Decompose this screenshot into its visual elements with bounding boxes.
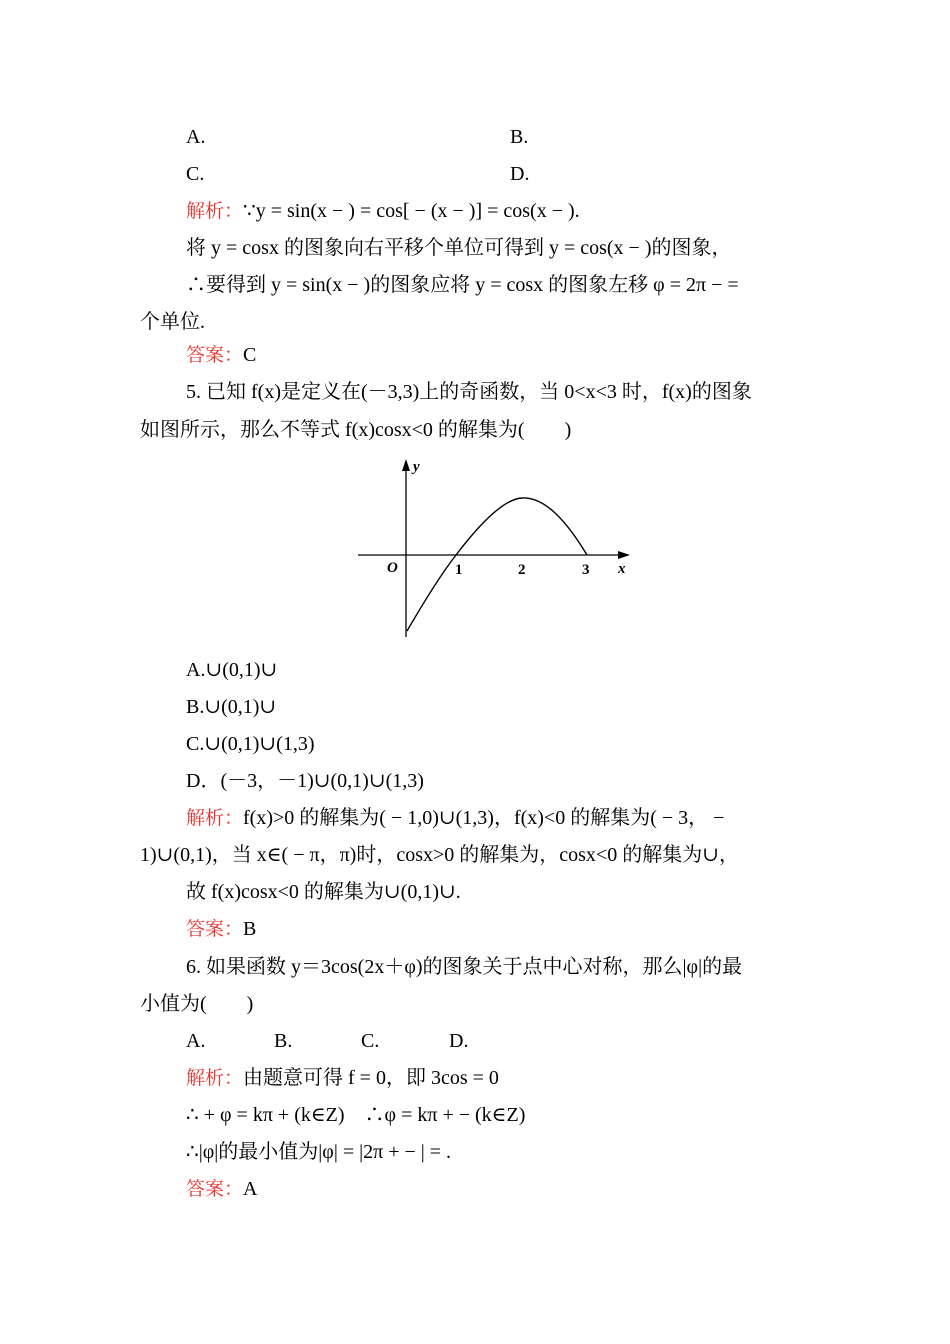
y-axis-arrow [402,459,410,471]
q5-stem-line1: 5. 已知 f(x)是定义在(－3,3)上的奇函数，当 0<x<3 时，f(x)的图象 [186,381,752,403]
q5-stem-line2: 如图所示，那么不等式 f(x)cosx<0 的解集为( ) [140,419,572,441]
q6-answer-label: 答案： [186,1178,244,1200]
q5-solution-line2: 1)∪(0,1)，当 x∈( − π，π)时，cosx>0 的解集为，cosx<0 的解集为∪， [140,844,739,866]
q5-solution-line3: 故 f(x)cosx<0 的解集为∪(0,1)∪. [186,881,461,903]
q6-solution-line1 [186,1066,499,1090]
q6-solution-text1: 由题意可得 f = 0，即 3cos = 0 [243,1067,499,1089]
q4-jiexi-label: 解析： [186,200,244,222]
function-curve [407,498,587,631]
tick-label-1: 1 [455,562,463,578]
q5-option-c: C.∪(0,1)∪(1,3) [186,733,315,755]
q5-option-b: B.∪(0,1)∪ [186,696,277,718]
q6-solution-line3: ∴|φ|的最小值为|φ| = |2π + − | = . [186,1141,452,1163]
q6-answer [186,1177,257,1201]
q5-jiexi-label: 解析： [186,807,244,829]
q5-option-a: A.∪(0,1)∪ [186,659,278,681]
q6-stem-line1: 6. 如果函数 y＝3cos(2x＋φ)的图象关于点中心对称，那么|φ|的最 [186,956,743,978]
q4-solution-text1: ∵y = sin(x − ) = cos[ − (x − )] = cos(x − ). [243,200,580,222]
tick-label-3: 3 [582,562,590,578]
q6-option-b: B. [274,1030,293,1052]
q5-answer [186,917,256,941]
q5-answer-label: 答案： [186,918,244,940]
tick-label-2: 2 [518,562,526,578]
q6-option-a: A. [186,1030,206,1052]
q4-answer [186,343,256,367]
y-axis-label: y [413,459,420,475]
q4-solution-line4: 个单位. [140,311,205,333]
q6-stem-line2: 小值为( ) [140,993,254,1015]
x-axis-label: x [618,561,626,577]
q4-option-c: C. [186,163,205,185]
q5-function-graph [350,455,640,645]
q5-solution-text1: f(x)>0 的解集为( − 1,0)∪(1,3)，f(x)<0 的解集为( − 3， − [243,807,725,829]
q5-answer-value: B [243,918,257,940]
q4-solution-line2: 将 y = cosx 的图象向右平移个单位可得到 y = cos(x − )的图象， [186,237,732,259]
q4-solution-line1 [186,199,580,223]
q4-option-a: A. [186,126,206,148]
q4-solution-line3: ∴要得到 y = sin(x − )的图象应将 y = cosx 的图象左移 φ = 2π − = [186,274,739,296]
x-axis-arrow [618,551,630,559]
q5-option-d: D．(－3，－1)∪(0,1)∪(1,3) [186,770,424,792]
origin-label: O [387,560,398,576]
q5-solution-line1 [186,806,724,830]
q4-answer-value: C [243,344,257,366]
q6-option-c: C. [361,1030,380,1052]
q6-jiexi-label: 解析： [186,1067,244,1089]
q4-option-b: B. [510,126,529,148]
q4-option-d: D. [510,163,530,185]
q6-option-d: D. [449,1030,469,1052]
q4-answer-label: 答案： [186,344,244,366]
q6-answer-value: A [243,1178,258,1200]
q6-solution-line2: ∴ + φ = kπ + (k∈Z) ∴φ = kπ + − (k∈Z) [186,1104,526,1126]
